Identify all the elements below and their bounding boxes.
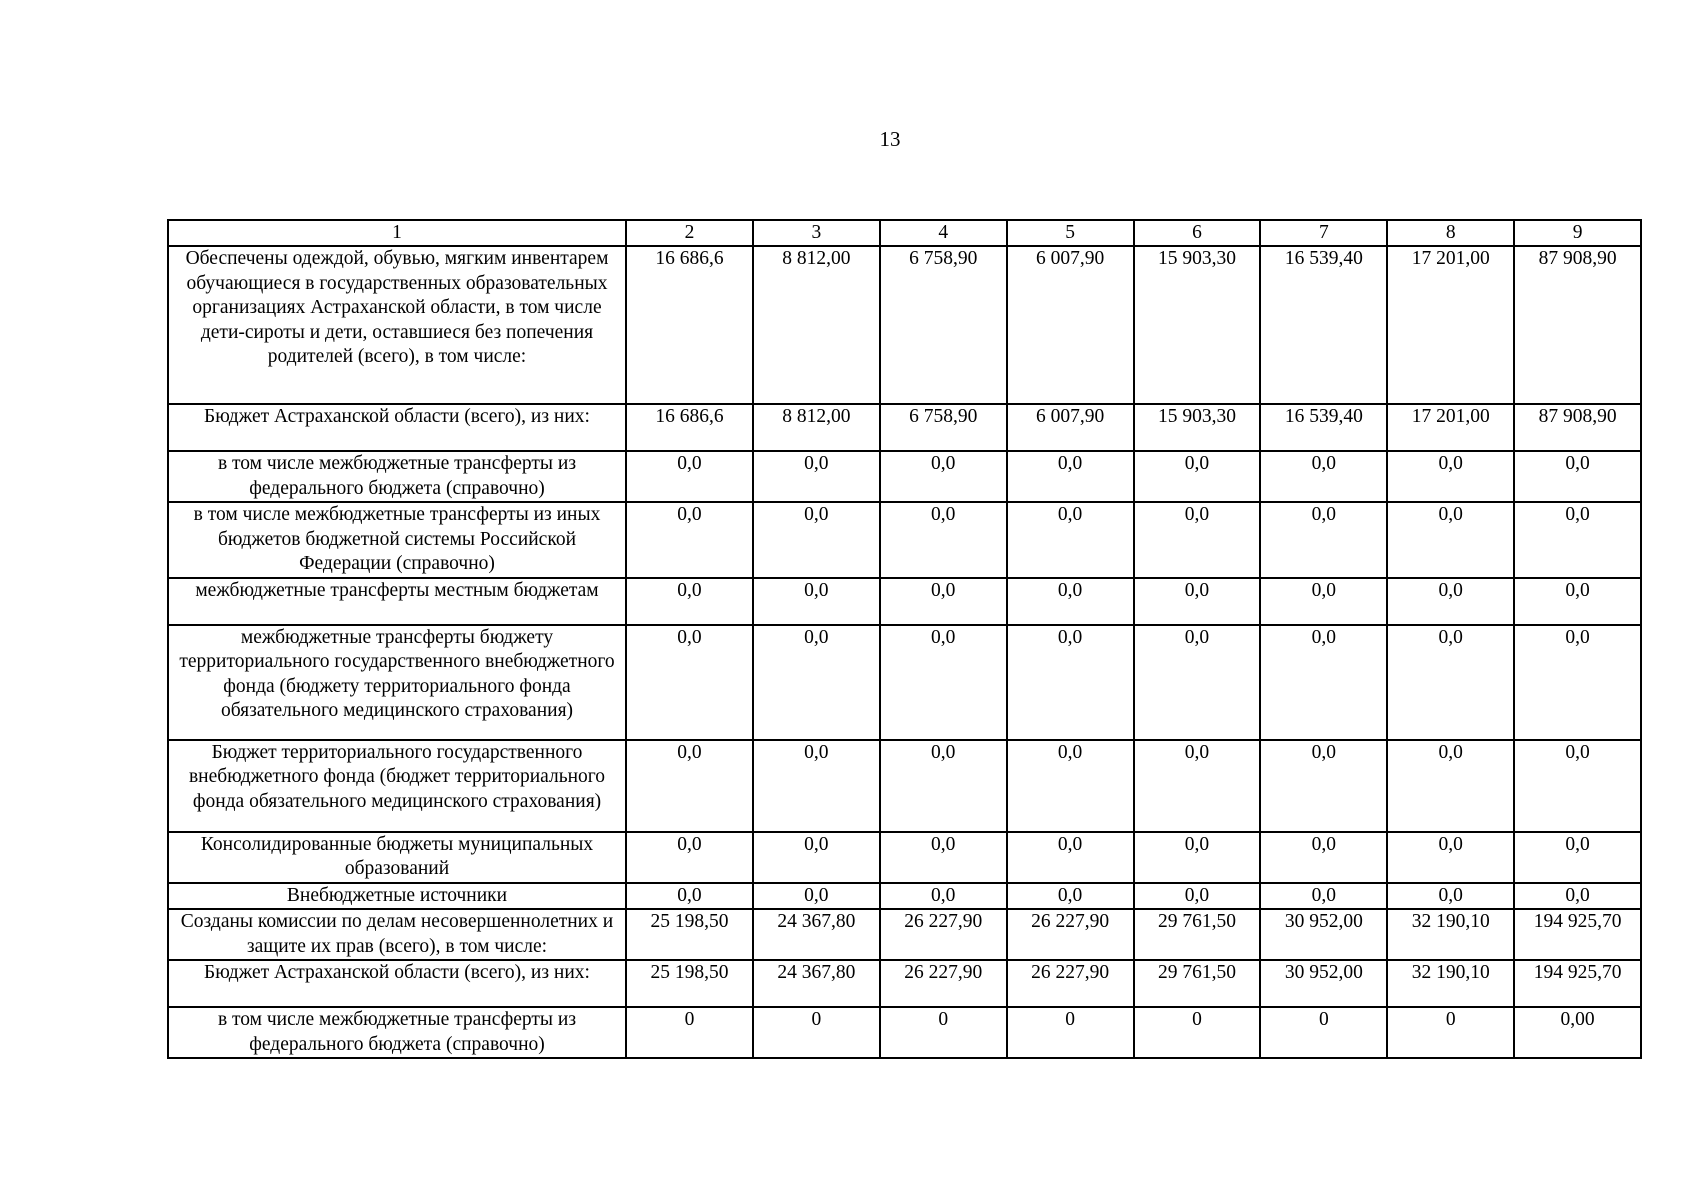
row-value: 0,0	[753, 625, 880, 740]
table-row	[168, 625, 1641, 740]
row-value: 17 201,00	[1387, 246, 1514, 404]
row-label: Бюджет Астраханской области (всего), из них:	[168, 404, 626, 451]
row-value: 0,0	[1514, 832, 1641, 883]
row-label: межбюджетные трансферты бюджету территориального государственного внебюджетного фонда (бюджету территориального фонда обязательного медицинского страхования)	[168, 625, 626, 740]
row-value: 0,0	[880, 451, 1007, 502]
row-value: 0,0	[1387, 578, 1514, 625]
row-value: 15 903,30	[1134, 404, 1261, 451]
page-number: 13	[879, 127, 901, 151]
column-header: 3	[753, 220, 880, 246]
row-value: 26 227,90	[880, 909, 1007, 960]
row-value: 29 761,50	[1134, 909, 1261, 960]
budget-table	[167, 219, 1642, 1059]
row-label: Бюджет территориального государственного внебюджетного фонда (бюджет территориального фонда обязательного медицинского страхования)	[168, 740, 626, 832]
row-value: 16 686,6	[626, 246, 753, 404]
row-value: 0,0	[1007, 451, 1134, 502]
row-value: 0,0	[1514, 502, 1641, 578]
row-value: 0,0	[753, 883, 880, 910]
row-label: Созданы комиссии по делам несовершеннолетних и защите их прав (всего), в том числе:	[168, 909, 626, 960]
row-value: 0,0	[1514, 578, 1641, 625]
row-value: 0,0	[1260, 451, 1387, 502]
row-value: 17 201,00	[1387, 404, 1514, 451]
row-value: 0,0	[626, 832, 753, 883]
row-value: 0,0	[753, 502, 880, 578]
row-value: 0,0	[1260, 502, 1387, 578]
row-value: 26 227,90	[1007, 909, 1134, 960]
row-value: 0,0	[1514, 740, 1641, 832]
row-value: 32 190,10	[1387, 960, 1514, 1007]
row-value: 0,0	[626, 451, 753, 502]
row-value: 0	[1007, 1007, 1134, 1058]
row-value: 15 903,30	[1134, 246, 1261, 404]
row-label: в том числе межбюджетные трансферты из иных бюджетов бюджетной системы Российской Федерации (справочно)	[168, 502, 626, 578]
column-header: 7	[1260, 220, 1387, 246]
row-value: 24 367,80	[753, 909, 880, 960]
row-value: 0,0	[1260, 832, 1387, 883]
table-row	[168, 578, 1641, 625]
row-value: 0,0	[1134, 502, 1261, 578]
row-value: 0,0	[626, 625, 753, 740]
row-value: 32 190,10	[1387, 909, 1514, 960]
row-value: 0,0	[1007, 578, 1134, 625]
row-value: 0,0	[1134, 578, 1261, 625]
table-row	[168, 502, 1641, 578]
row-value: 26 227,90	[880, 960, 1007, 1007]
row-label: межбюджетные трансферты местным бюджетам	[168, 578, 626, 625]
column-header: 9	[1514, 220, 1641, 246]
table-row	[168, 960, 1641, 1007]
column-header: 8	[1387, 220, 1514, 246]
row-label: в том числе межбюджетные трансферты из федерального бюджета (справочно)	[168, 451, 626, 502]
row-label: Обеспечены одеждой, обувью, мягким инвентарем обучающиеся в государственных образовательных организациях Астраханской области, в том числе дети-сироты и дети, оставшиеся без попечения родителей (всего), в том числе:	[168, 246, 626, 404]
row-value: 0	[1134, 1007, 1261, 1058]
row-value: 0,0	[1007, 625, 1134, 740]
row-value: 0,0	[1260, 740, 1387, 832]
row-value: 0,00	[1514, 1007, 1641, 1058]
row-value: 6 007,90	[1007, 404, 1134, 451]
table-row	[168, 246, 1641, 404]
row-label: в том числе межбюджетные трансферты из федерального бюджета (справочно)	[168, 1007, 626, 1058]
row-label: Бюджет Астраханской области (всего), из них:	[168, 960, 626, 1007]
row-value: 0,0	[880, 625, 1007, 740]
row-value: 0,0	[880, 832, 1007, 883]
table-row	[168, 883, 1641, 910]
row-label: Консолидированные бюджеты муниципальных образований	[168, 832, 626, 883]
row-value: 0,0	[1514, 625, 1641, 740]
row-value: 16 686,6	[626, 404, 753, 451]
row-value: 194 925,70	[1514, 960, 1641, 1007]
row-value: 0,0	[880, 883, 1007, 910]
row-value: 29 761,50	[1134, 960, 1261, 1007]
row-value: 87 908,90	[1514, 246, 1641, 404]
row-value: 0,0	[1387, 832, 1514, 883]
row-value: 0,0	[626, 502, 753, 578]
row-value: 0,0	[880, 578, 1007, 625]
row-value: 24 367,80	[753, 960, 880, 1007]
row-value: 0,0	[1387, 883, 1514, 910]
row-value: 0,0	[753, 740, 880, 832]
row-value: 6 758,90	[880, 246, 1007, 404]
row-value: 0,0	[1134, 625, 1261, 740]
table-row	[168, 1007, 1641, 1058]
row-value: 0,0	[880, 502, 1007, 578]
budget-table-body	[168, 220, 1641, 1058]
row-value: 0,0	[1387, 451, 1514, 502]
row-value: 0,0	[1260, 883, 1387, 910]
row-value: 0	[880, 1007, 1007, 1058]
row-value: 0,0	[1387, 740, 1514, 832]
row-value: 0,0	[626, 883, 753, 910]
row-value: 0,0	[1260, 578, 1387, 625]
row-value: 0	[753, 1007, 880, 1058]
table-row	[168, 404, 1641, 451]
row-value: 0,0	[1007, 832, 1134, 883]
row-value: 0,0	[1007, 883, 1134, 910]
row-value: 25 198,50	[626, 909, 753, 960]
row-value: 0	[626, 1007, 753, 1058]
row-value: 194 925,70	[1514, 909, 1641, 960]
row-value: 0,0	[753, 832, 880, 883]
table-row	[168, 909, 1641, 960]
column-header: 6	[1134, 220, 1261, 246]
row-value: 30 952,00	[1260, 909, 1387, 960]
row-value: 0,0	[1387, 502, 1514, 578]
row-value: 0	[1260, 1007, 1387, 1058]
table-header-row	[168, 220, 1641, 246]
row-value: 0,0	[626, 740, 753, 832]
row-value: 26 227,90	[1007, 960, 1134, 1007]
row-value: 25 198,50	[626, 960, 753, 1007]
table-row	[168, 451, 1641, 502]
row-value: 0,0	[880, 740, 1007, 832]
row-value: 8 812,00	[753, 246, 880, 404]
row-value: 6 758,90	[880, 404, 1007, 451]
row-value: 0,0	[1007, 502, 1134, 578]
row-value: 0,0	[1134, 451, 1261, 502]
row-value: 87 908,90	[1514, 404, 1641, 451]
row-value: 0	[1387, 1007, 1514, 1058]
row-value: 0,0	[1387, 625, 1514, 740]
table-row	[168, 740, 1641, 832]
row-value: 0,0	[626, 578, 753, 625]
row-value: 6 007,90	[1007, 246, 1134, 404]
row-value: 0,0	[1007, 740, 1134, 832]
column-header: 5	[1007, 220, 1134, 246]
row-value: 0,0	[1514, 451, 1641, 502]
column-header: 2	[626, 220, 753, 246]
row-value: 8 812,00	[753, 404, 880, 451]
row-value: 0,0	[753, 578, 880, 625]
row-value: 16 539,40	[1260, 404, 1387, 451]
table-row	[168, 832, 1641, 883]
row-value: 0,0	[753, 451, 880, 502]
row-label: Внебюджетные источники	[168, 883, 626, 910]
column-header: 1	[168, 220, 626, 246]
row-value: 16 539,40	[1260, 246, 1387, 404]
row-value: 0,0	[1134, 740, 1261, 832]
column-header: 4	[880, 220, 1007, 246]
row-value: 30 952,00	[1260, 960, 1387, 1007]
row-value: 0,0	[1134, 832, 1261, 883]
row-value: 0,0	[1514, 883, 1641, 910]
row-value: 0,0	[1134, 883, 1261, 910]
row-value: 0,0	[1260, 625, 1387, 740]
